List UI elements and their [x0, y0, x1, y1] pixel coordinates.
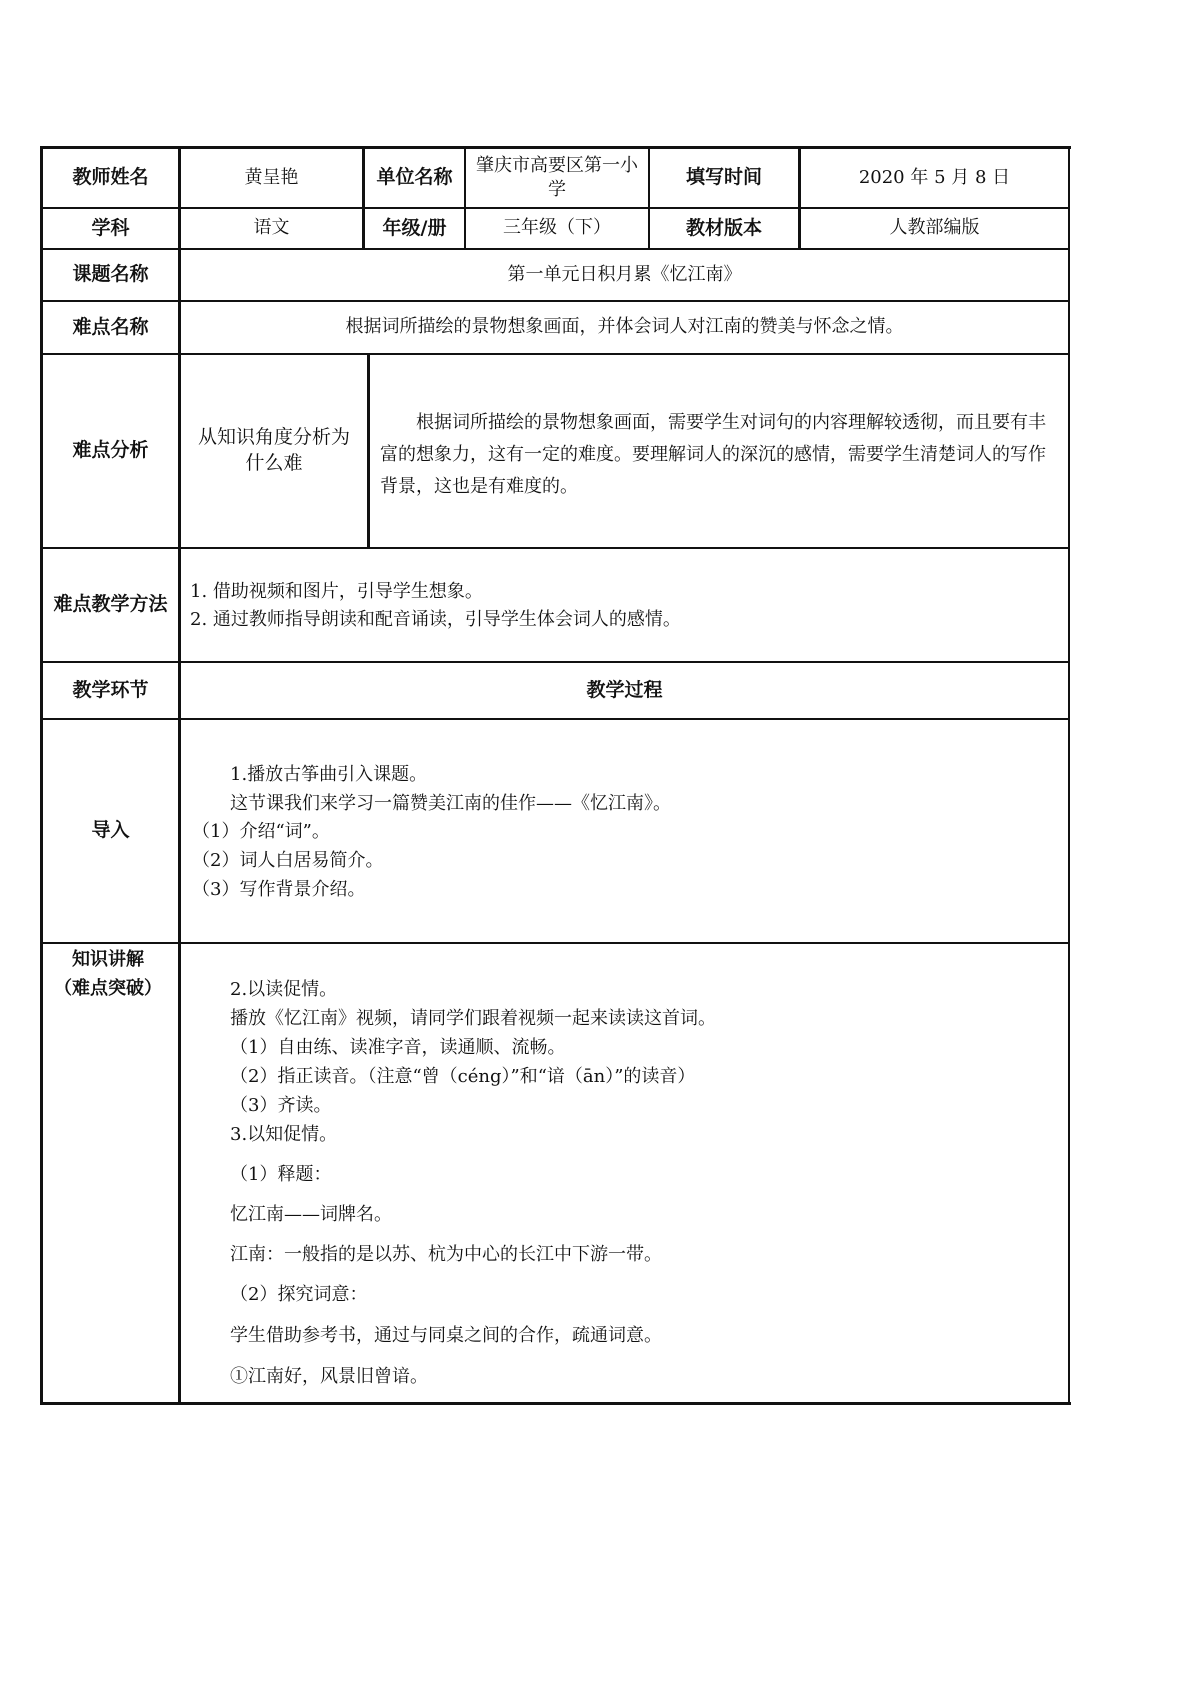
- grade-label: 年级/册: [382, 216, 447, 239]
- knowledge-line: （3）齐读。: [230, 1095, 332, 1116]
- subject-label: 学科: [91, 216, 130, 239]
- edition-value: 人教部编版: [889, 217, 980, 239]
- unit-name-value: 肇庆市高要区第一小学: [476, 154, 638, 200]
- topic-value: 第一单元日积月累《忆江南》: [507, 263, 742, 285]
- method-item: 2. 通过教师指导朗读和配音诵读，引导学生体会词人的感情。: [190, 609, 681, 630]
- analysis-sub-label: 从知识角度分析为什么难: [197, 426, 350, 474]
- knowledge-line: ①江南好，风景旧曾谙。: [230, 1366, 428, 1387]
- knowledge-line: 2.以读促情。: [230, 979, 338, 1000]
- col-divider: [367, 354, 370, 548]
- knowledge-line: （1）释题：: [230, 1164, 332, 1185]
- knowledge-line: 3.以知促情。: [230, 1124, 338, 1145]
- teacher-name-label: 教师姓名: [72, 166, 149, 189]
- knowledge-line: （1）自由练、读准字音，读通顺、流畅。: [230, 1037, 566, 1058]
- methods-label: 难点教学方法: [53, 593, 168, 616]
- topic-label: 课题名称: [72, 263, 149, 286]
- row-divider: [42, 942, 1069, 944]
- intro-line: （1）介绍“词”。: [192, 821, 330, 842]
- knowledge-line: 学生借助参考书，通过与同桌之间的合作，疏通词意。: [230, 1325, 662, 1346]
- knowledge-line: （2）指正读音。（注意“曾（céng）”和“谙（ān）”的读音）: [230, 1066, 696, 1087]
- teacher-name-value: 黄呈艳: [244, 166, 299, 188]
- row-divider: [42, 547, 1069, 549]
- knowledge-line: 播放《忆江南》视频，请同学们跟着视频一起来读读这首词。: [230, 1008, 716, 1029]
- knowledge-line: 忆江南——词牌名。: [230, 1204, 392, 1225]
- fill-date-label: 填写时间: [685, 166, 762, 189]
- stage-header: 教学环节: [72, 678, 149, 701]
- process-header: 教学过程: [586, 678, 663, 701]
- knowledge-sublabel: （难点突破）: [54, 978, 162, 999]
- table-border-bottom: [42, 1402, 1071, 1405]
- knowledge-line: （2）探究词意：: [230, 1284, 368, 1305]
- method-item: 1. 借助视频和图片，引导学生想象。: [190, 581, 483, 602]
- table-border-right: [1068, 146, 1070, 1405]
- intro-line: 1.播放古筝曲引入课题。: [230, 764, 428, 785]
- grade-value: 三年级（下）: [503, 217, 611, 239]
- analysis-label: 难点分析: [72, 439, 149, 462]
- subject-value: 语文: [253, 217, 290, 239]
- row-divider: [42, 718, 1069, 720]
- unit-name-label: 单位名称: [376, 166, 453, 189]
- fill-date-value: 2020 年 5 月 8 日: [858, 166, 1011, 188]
- intro-line: （3）写作背景介绍。: [192, 879, 366, 900]
- edition-label: 教材版本: [685, 216, 762, 239]
- knowledge-label: 知识讲解: [72, 949, 144, 970]
- analysis-text: 根据词所描绘的景物想象画面，需要学生对词句的内容理解较透彻，而且要有丰富的想象力，这有一定的难度。要理解词人的深沉的感情，需要学生清楚词人的写作背景，这也是有难度的。: [380, 412, 1046, 497]
- difficulty-label: 难点名称: [72, 315, 149, 338]
- intro-line: （2）词人白居易简介。: [192, 850, 384, 871]
- difficulty-value: 根据词所描绘的景物想象画面，并体会词人对江南的赞美与怀念之情。: [345, 316, 904, 338]
- intro-line: 这节课我们来学习一篇赞美江南的佳作——《忆江南》。: [230, 793, 671, 814]
- intro-label: 导入: [91, 819, 130, 842]
- knowledge-line: 江南：一般指的是以苏、杭为中心的长江中下游一带。: [230, 1244, 662, 1265]
